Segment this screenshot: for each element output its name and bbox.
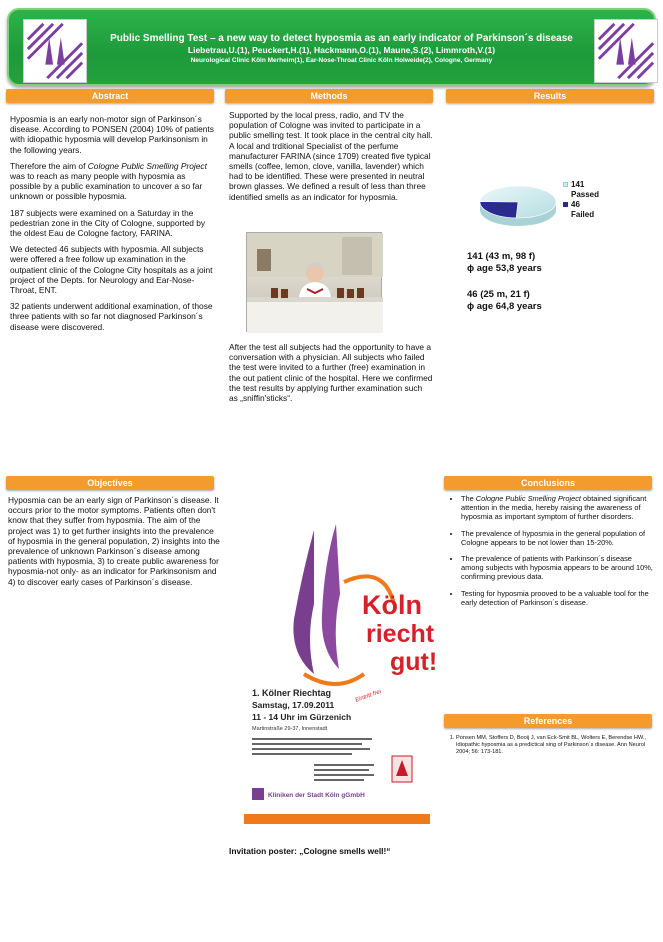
clinic-logo-right (594, 19, 658, 83)
abstract-paragraph: 32 patients underwent additional examination, of those three patients with so far not diagnosed Parkinson´s disease were discovered. (10, 301, 213, 332)
poster-time: 11 - 14 Uhr im Gürzenich (252, 712, 352, 722)
legend-failed (563, 200, 599, 219)
failed-stats (467, 289, 542, 313)
poster-address: Martinstraße 29-37, Innenstadt (252, 726, 328, 732)
passed-detail: 141 (43 m, 98 f) (467, 251, 536, 262)
objectives-paragraph: Hyposmia can be an early sign of Parkinson´s disease. It occurs prior to the motor symptoms. Patients often don't know that they suffer from hyposmia. The aim of the project was 1) to get further insights into the prevalence of hyposmia in the general population, 2) insights into the prevalence of unknown Parkinson´s disease among patients with hyposmia, 3) to create public awareness for hyposmia-not only- as an indicator for Parkinsonism and 4) to discover early cases of Parkinson´s disease. (8, 495, 220, 587)
poster-title-block (93, 32, 590, 66)
methods-paragraph: Supported by the local press, radio, and TV the population of Cologne was invited to participate in a public smelling test. It took place in the central city hall. A local and trditional Specialist of the perfume manufacturer FARINA (since 1709) created five typical smells (coffee, lemon, clove, vanilla, lavender) which had to be identified. These were presented in neutral brown glasses. We defined a result of less than three identified smells as an indicator for hyposmia. (229, 110, 433, 202)
invitation-poster (244, 524, 438, 824)
objectives-body (8, 495, 220, 593)
abstract-heading: Abstract (6, 89, 214, 103)
passed-age: ϕ age 53,8 years (467, 263, 542, 274)
references-list (446, 735, 652, 756)
abstract-paragraph: We detected 46 subjects with hyposmia. All subjects were offered a free follow up examination in the outpatient clinic of the Cologne City hospitals as a joint project of the Depts. for Neurology and Ear-Nose-Throat, ENT. (10, 244, 213, 296)
results-heading: Results (446, 89, 654, 103)
smelling-test-photo (246, 232, 382, 332)
conclusions-heading: Conclusions (444, 476, 652, 490)
reference-item: 1. Ponsen MM, Stoffers D, Booij J, van Eck-Smit BL, Wolters E, Berendse HW., Idiopathic hyposmia as a predictical sing of Parkinson´s disease. Ann Neurol 2004; 56: 173-181. (456, 735, 652, 756)
poster-date: Samstag, 17.09.2011 (252, 700, 335, 710)
failed-age: ϕ age 64,8 years (467, 301, 542, 312)
poster-headline-3: gut! (390, 648, 438, 676)
abstract-paragraph: 187 subjects were examined on a Saturday in the pedestrian zone in the City of Cologne, supported by the oldest Eau de Cologne factory, FARINA. (10, 207, 206, 239)
conclusion-item: • The prevalence of patients with Parkinson´s disease among subjects with hyposmia appears to be around 10%, confirming previous data. (461, 554, 653, 582)
passed-swatch (563, 182, 568, 187)
methods-paragraph: After the test all subjects had the opportunity to have a conversation with a physician. All subjects who failed the test were invited to a further (free) examination in the out patient clinic of the hospital. Here we confirmed the test results by applying further examination such as „sniffin'sticks“. (229, 342, 433, 404)
abstract-body (10, 114, 216, 338)
legend-failed-text: 46 Failed (571, 200, 595, 219)
conclusion-item: • The Cologne Public Smelling Project obtained significant attention in the media, hereby raising the awareness of hyposmia as important symptom of further disorders. (461, 494, 653, 522)
clinic-logo-left (23, 19, 87, 83)
poster-headline-2: riecht (366, 620, 435, 648)
conclusions-list (449, 494, 653, 614)
title-banner (7, 8, 656, 86)
conclusion-item: • The prevalence of hyposmia in the general population of Cologne appears to be not lower than 15-20%. (461, 529, 653, 547)
abstract-paragraph: Therefore the aim of Cologne Public Smelling Project was to reach as many people with hyposmia as possible by a public examination to uncover a so far unknown or possible hyposmia. (10, 160, 207, 202)
methods-heading: Methods (225, 89, 433, 103)
methods-body-2 (229, 342, 433, 409)
results-pie-chart (474, 176, 564, 236)
poster-affiliations: Neurological Clinic Köln Merheim(1), Ear-Nose-Throat Clinic Köln Holweide(2), Cologne, Germany (190, 57, 493, 64)
failed-swatch (563, 202, 568, 207)
references-heading: References (444, 714, 652, 728)
objectives-heading: Objectives (6, 476, 214, 490)
poster-free-stamp: Eintritt frei (354, 689, 383, 704)
legend-passed (563, 180, 599, 199)
poster-clinic: Kliniken der Stadt Köln gGmbH (268, 792, 365, 799)
pie-legend (563, 180, 599, 219)
poster-authors: Liebetrau,U.(1), Peuckert,H.(1), Hackmann,O.(1), Maune,S.(2), Limmroth,V.(1) (187, 45, 496, 55)
passed-stats (467, 251, 542, 275)
abstract-paragraph: Hyposmia is an early non-motor sign of Parkinson´s disease. According to PONSEN (2004) 10% of patients with idiopathic hyposmia will develop Parkinsonism in the following years. (10, 114, 214, 155)
poster-event: 1. Kölner Riechtag (252, 688, 332, 698)
poster-headline-1: Köln (362, 590, 422, 620)
methods-body (229, 110, 433, 208)
failed-detail: 46 (25 m, 21 f) (467, 289, 530, 300)
poster-caption: Invitation poster: „Cologne smells well!“ (229, 846, 391, 856)
conclusion-item: • Testing for hyposmia prooved to be a valuable tool for the early detection of Parkinson´s disease. (461, 589, 653, 607)
legend-passed-text: 141 Passed (571, 180, 600, 199)
poster-title: Public Smelling Test – a new way to detect hyposmia as an early indicator of Parkinson´s disease (110, 33, 573, 44)
